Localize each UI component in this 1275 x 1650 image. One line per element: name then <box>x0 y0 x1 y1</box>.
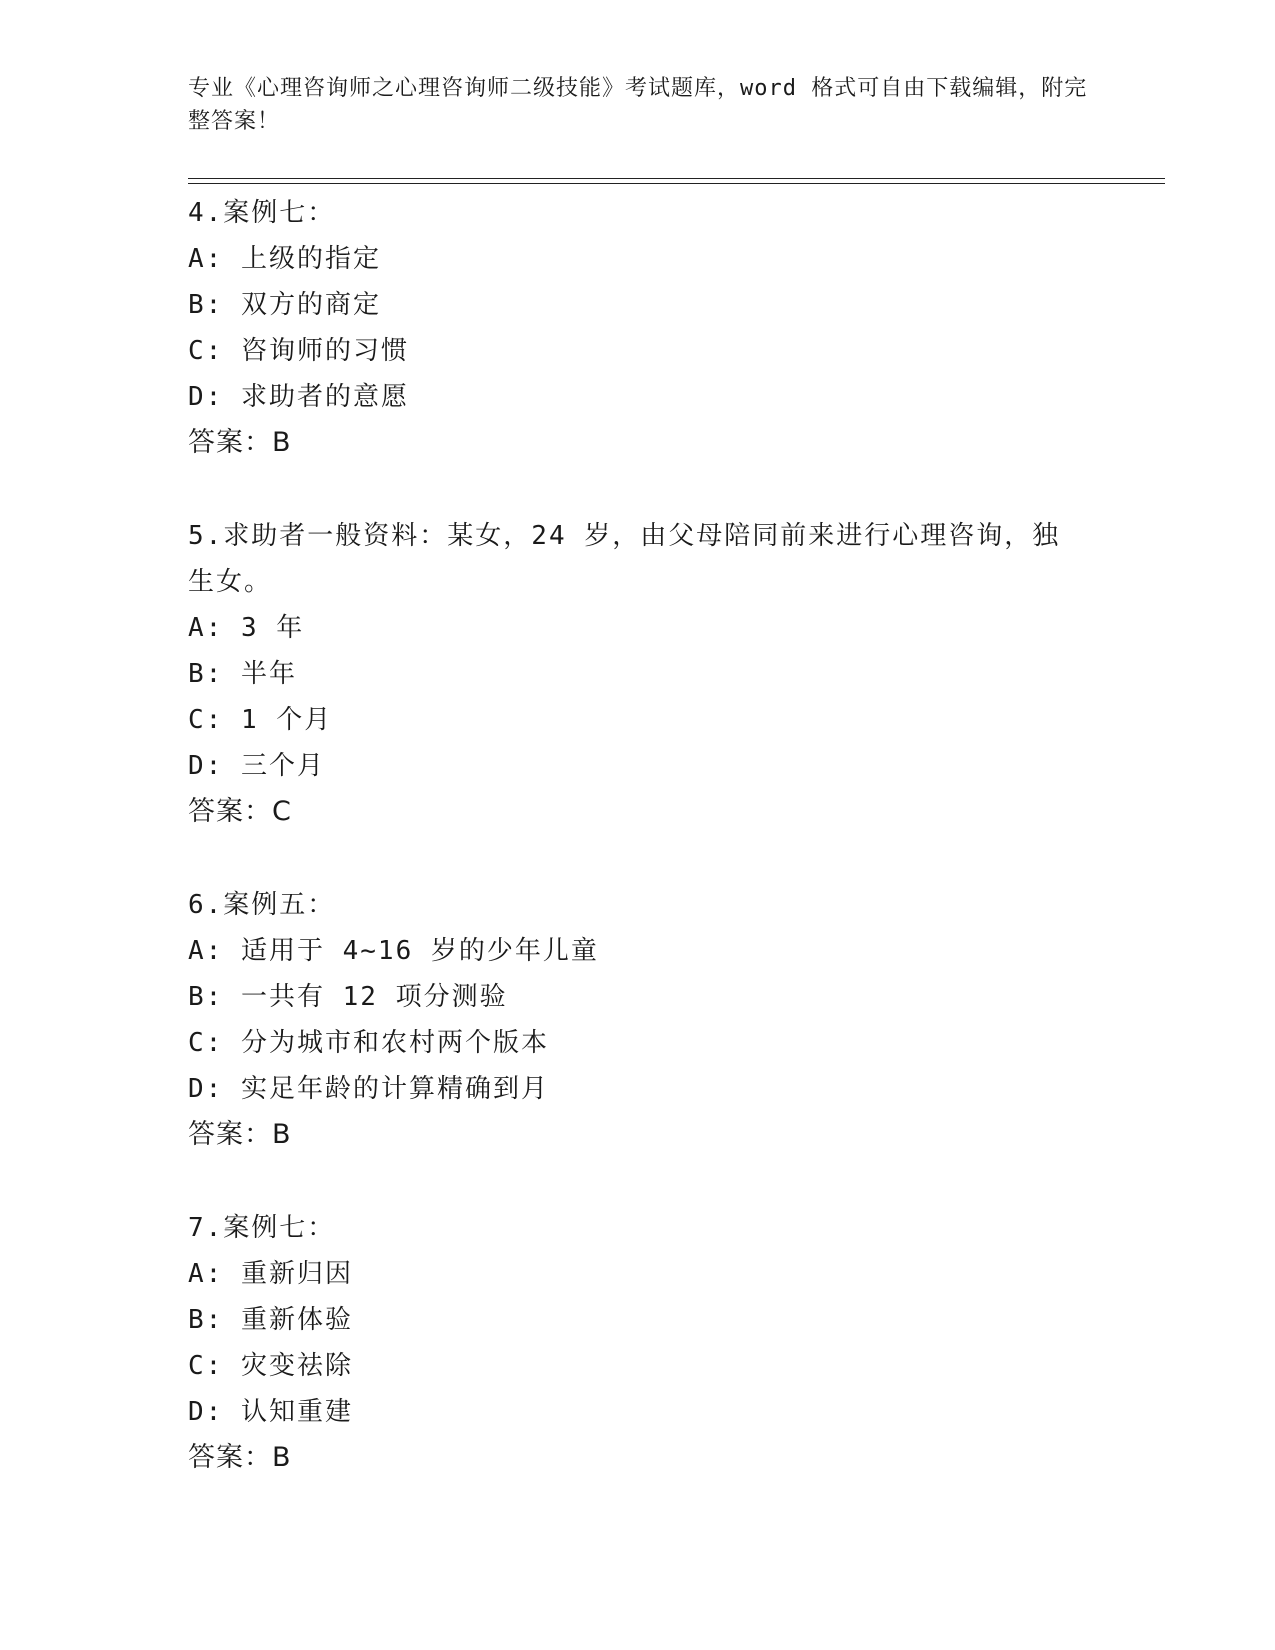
option-c: C: 分为城市和农村两个版本 <box>188 1028 549 1058</box>
option-d: D: 求助者的意愿 <box>188 382 409 412</box>
question-title: 4.案例七： <box>188 198 336 228</box>
document-header: 专业《心理咨询师之心理咨询师二级技能》考试题库，word 格式可自由下载编辑，附完整答案！ <box>188 76 1088 134</box>
question-answer: 答案：C <box>188 796 292 827</box>
option-a: A: 重新归因 <box>188 1259 353 1289</box>
option-c: C: 咨询师的习惯 <box>188 336 409 366</box>
option-d: D: 实足年龄的计算精确到月 <box>188 1074 549 1104</box>
option-a: A: 适用于 4~16 岁的少年儿童 <box>188 936 599 966</box>
question-list <box>188 190 1088 1528</box>
header-divider-bottom <box>188 183 1165 184</box>
question-answer: 答案：B <box>188 427 292 458</box>
option-d: D: 三个月 <box>188 751 325 781</box>
option-b: B: 双方的商定 <box>188 290 381 320</box>
option-c: C: 灾变祛除 <box>188 1351 353 1381</box>
question-title: 5.求助者一般资料：某女，24 岁，由父母陪同前来进行心理咨询，独生女。 <box>188 521 1061 597</box>
option-a: A: 3 年 <box>188 613 305 643</box>
question-item <box>188 1205 1088 1481</box>
option-d: D: 认知重建 <box>188 1397 353 1427</box>
question-item <box>188 882 1088 1158</box>
option-b: B: 一共有 12 项分测验 <box>188 982 508 1012</box>
question-title: 6.案例五： <box>188 890 336 920</box>
header-divider-top <box>188 178 1165 179</box>
question-answer: 答案：B <box>188 1442 292 1473</box>
option-a: A: 上级的指定 <box>188 244 381 274</box>
option-c: C: 1 个月 <box>188 705 333 735</box>
question-title: 7.案例七： <box>188 1213 336 1243</box>
question-answer: 答案：B <box>188 1119 292 1150</box>
question-item <box>188 190 1088 466</box>
option-b: B: 半年 <box>188 659 297 689</box>
question-item <box>188 513 1088 835</box>
option-b: B: 重新体验 <box>188 1305 353 1335</box>
